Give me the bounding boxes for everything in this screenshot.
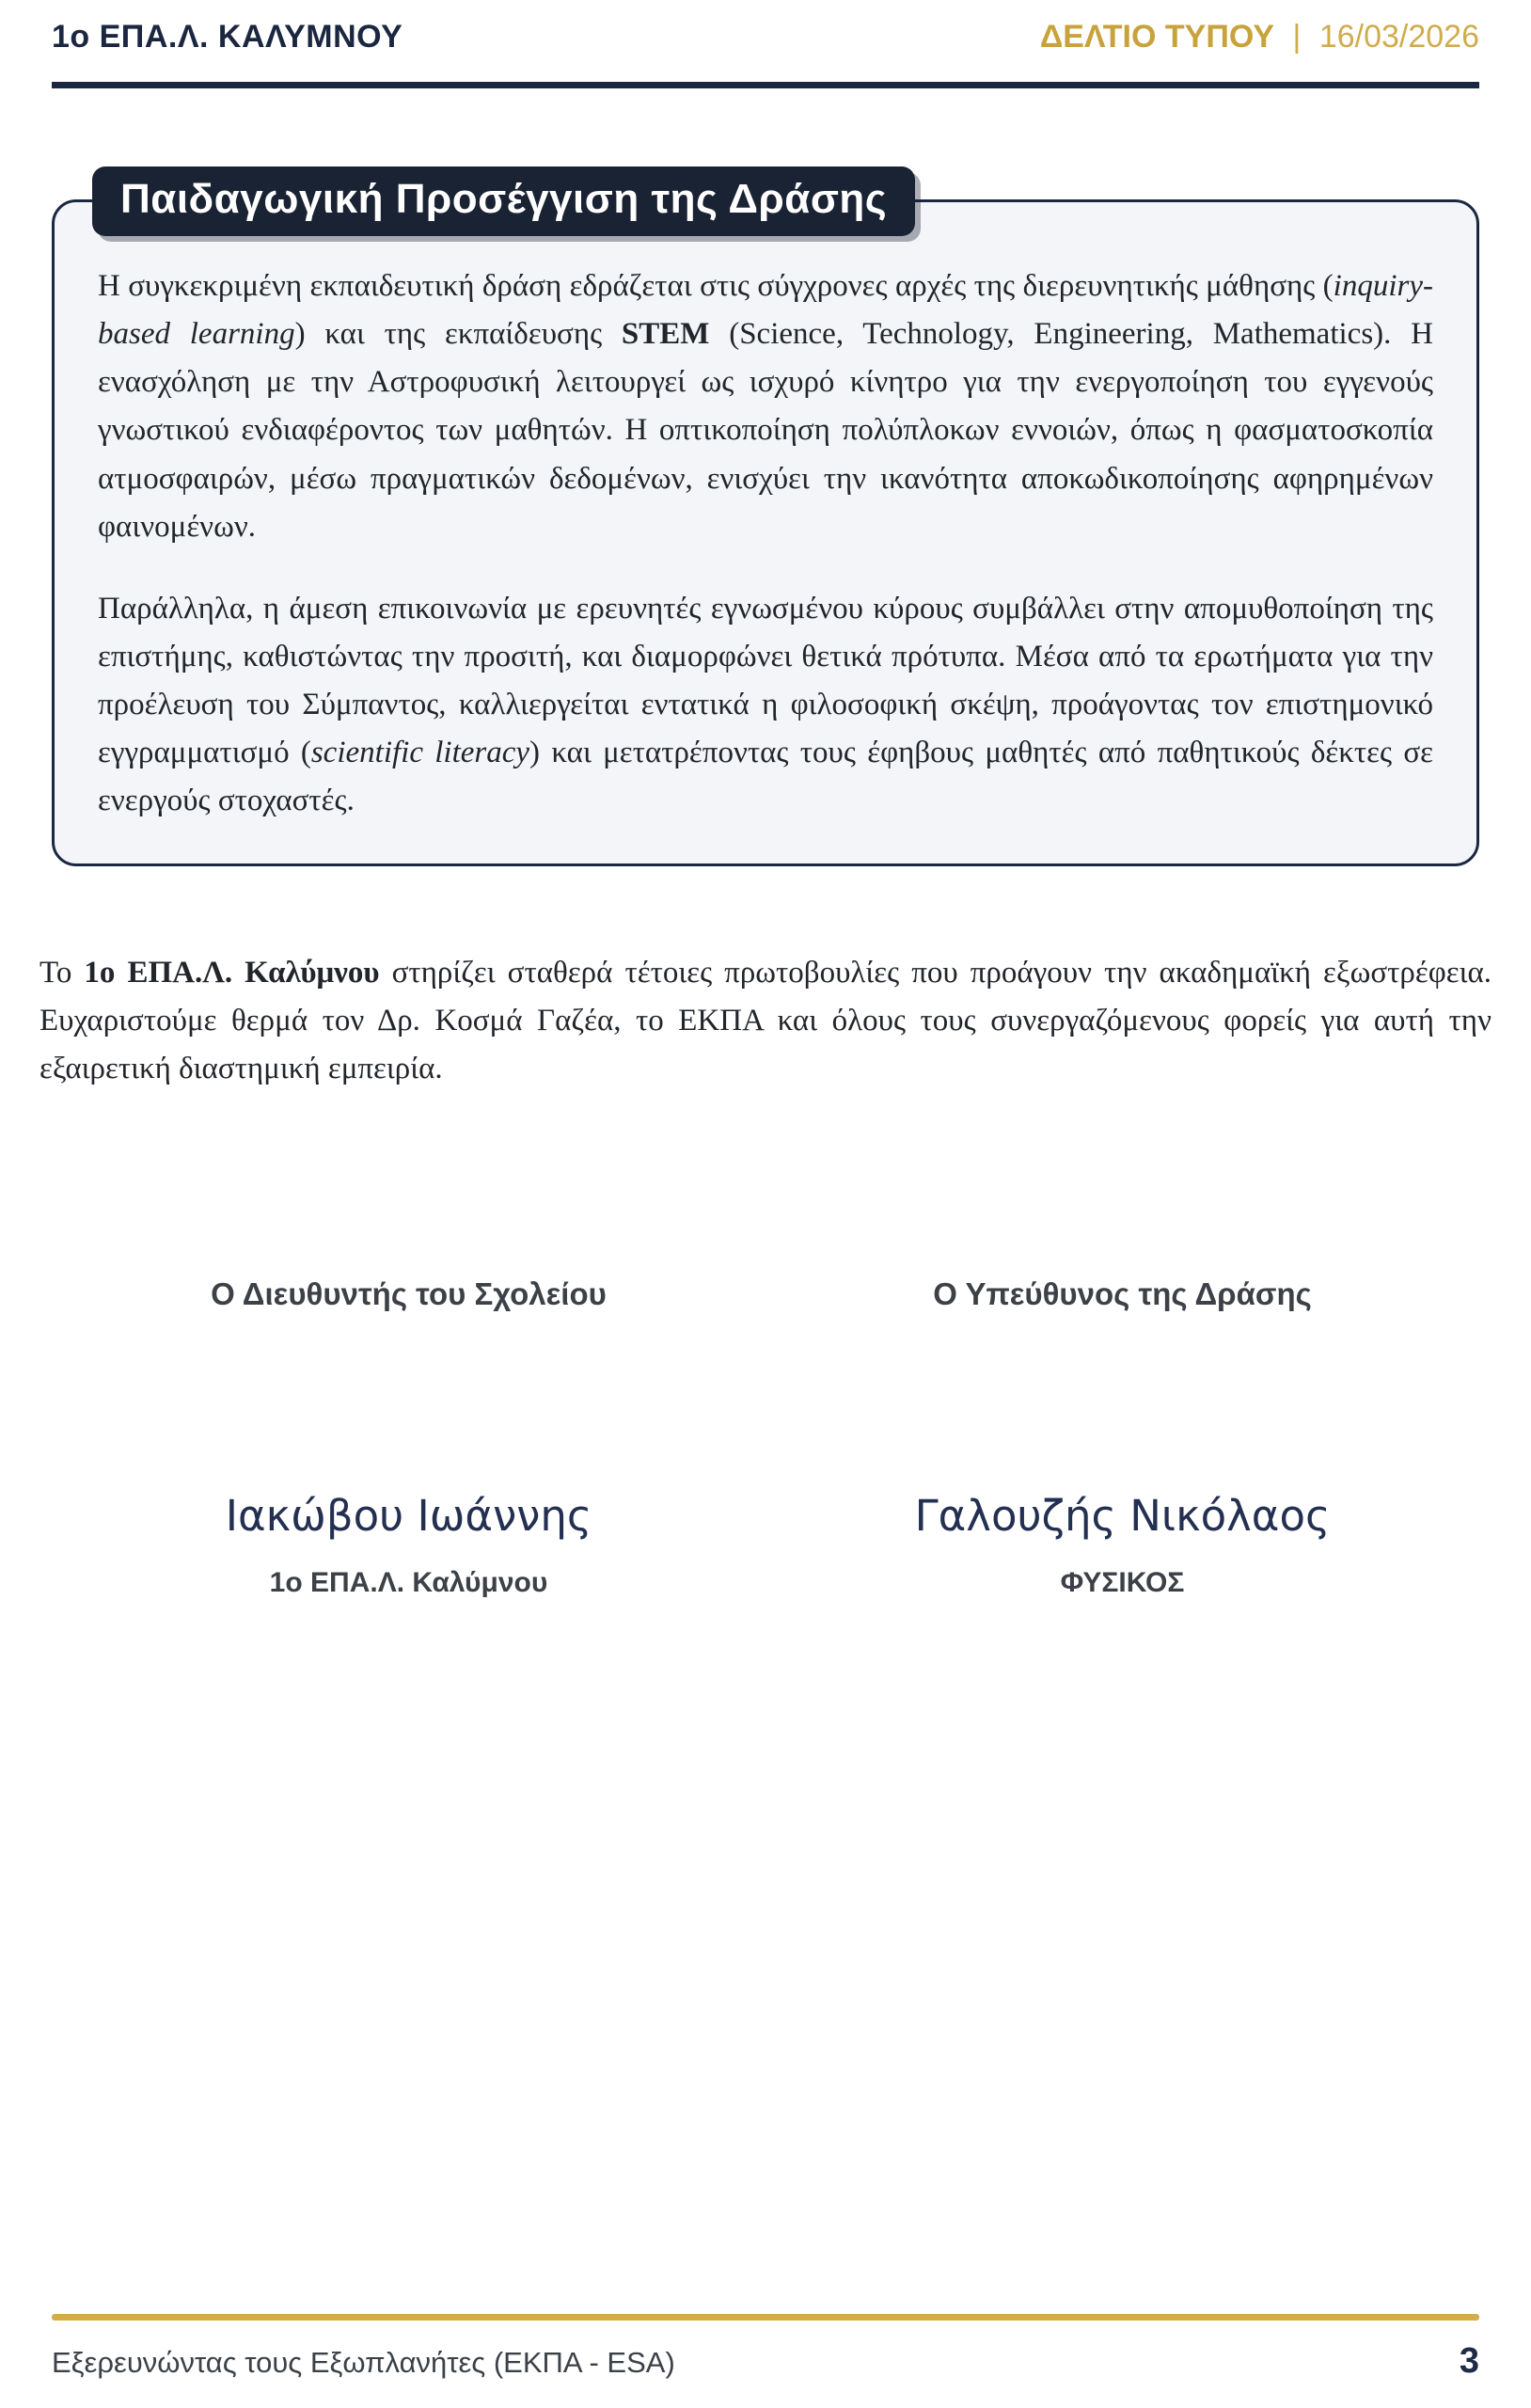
page-number: 3 (1459, 2341, 1479, 2381)
pedagogy-section-box (52, 176, 1479, 866)
header-divider (52, 82, 1479, 88)
header-separator: | (1292, 19, 1302, 55)
signature-block-coordinator (766, 1276, 1479, 1599)
closing-paragraph: Το 1ο ΕΠΑ.Λ. Καλύμνου στηρίζει σταθερά τέτοιες πρωτοβουλίες που προάγουν την ακαδημαϊκή εξωστρέφεια. Ευχαριστούμε θερμά τον Δρ. Κοσμά Γαζέα, το ΕΚΠΑ και όλους τους συνεργαζόμενους φορείς για αυτή την εξαιρετική διαστημική εμπειρία. (39, 955, 1492, 1085)
page-header (0, 0, 1531, 55)
doc-type-label: ΔΕΛΤΙΟ ΤΥΠΟΥ (1039, 19, 1275, 55)
header-right (1040, 19, 1479, 55)
signature-name: Ιακώβου Ιωάννης (225, 1490, 592, 1541)
school-name: 1ο ΕΠΑ.Λ. ΚΑΛΥΜΝΟΥ (52, 19, 403, 55)
signature-role: Ο Διευθυντής του Σχολείου (211, 1275, 607, 1311)
signatures-section (52, 1276, 1479, 1599)
footer-divider (52, 2314, 1479, 2321)
page-footer (52, 2314, 1479, 2382)
signature-title: 1ο ΕΠΑ.Λ. Καλύμνου (269, 1566, 548, 1598)
footer-row (52, 2341, 1479, 2382)
signature-title: ΦΥΣΙΚΟΣ (1060, 1566, 1185, 1598)
signature-name: Γαλουζής Νικόλαος (914, 1490, 1331, 1541)
signature-block-director (52, 1276, 766, 1599)
pedagogy-paragraph-2: Παράλληλα, η άμεση επικοινωνία με ερευνητές εγνωσμένου κύρους συμβάλλει στην απομυθοποίηση της επιστήμης, καθιστώντας την προσιτή, και διαμορφώνει θετικά πρότυπα. Μέσα από τα ερωτήματα για την προέλευση του Σύμπαντος, καλλιεργείται εντατικά η φιλοσοφική σκέψη, προάγοντας τον επιστημονικό εγγραμματισμό (scientific literacy) και μετατρέποντας τους έφηβους μαθητές από παθητικούς δέκτες σε ενεργούς στοχαστές. (98, 591, 1433, 818)
doc-date: 16/03/2026 (1318, 19, 1479, 55)
signature-role: Ο Υπεύθυνος της Δράσης (933, 1275, 1312, 1311)
pedagogy-paragraph-1: Η συγκεκριμένη εκπαιδευτική δράση εδράζεται στις σύγχρονες αρχές της διερευνητικής μάθησης (inquiry-based learning) και της εκπαίδευσης STEM (Science, Technology, Engineering, Mathematics). Η ενασχόληση με την Αστροφυσική λειτουργεί ως ισχυρό κίνητρο για την ενεργοποίηση του εγγενούς γνωστικού ενδιαφέροντος των μαθητών. Η οπτικοποίηση πολύπλοκων εννοιών, όπως η φασματοσκοπία ατμοσφαιρών, μέσω πραγματικών δεδομένων, ενισχύει την ικανότητα αποκωδικοποίησης αφηρημένων φαινομένων. (98, 269, 1433, 544)
footer-project-title: Εξερευνώντας τους Εξωπλανήτες (ΕΚΠΑ - ESA) (52, 2346, 675, 2379)
pedagogy-section-title: Παιδαγωγική Προσέγγιση της Δράσης (92, 166, 915, 236)
